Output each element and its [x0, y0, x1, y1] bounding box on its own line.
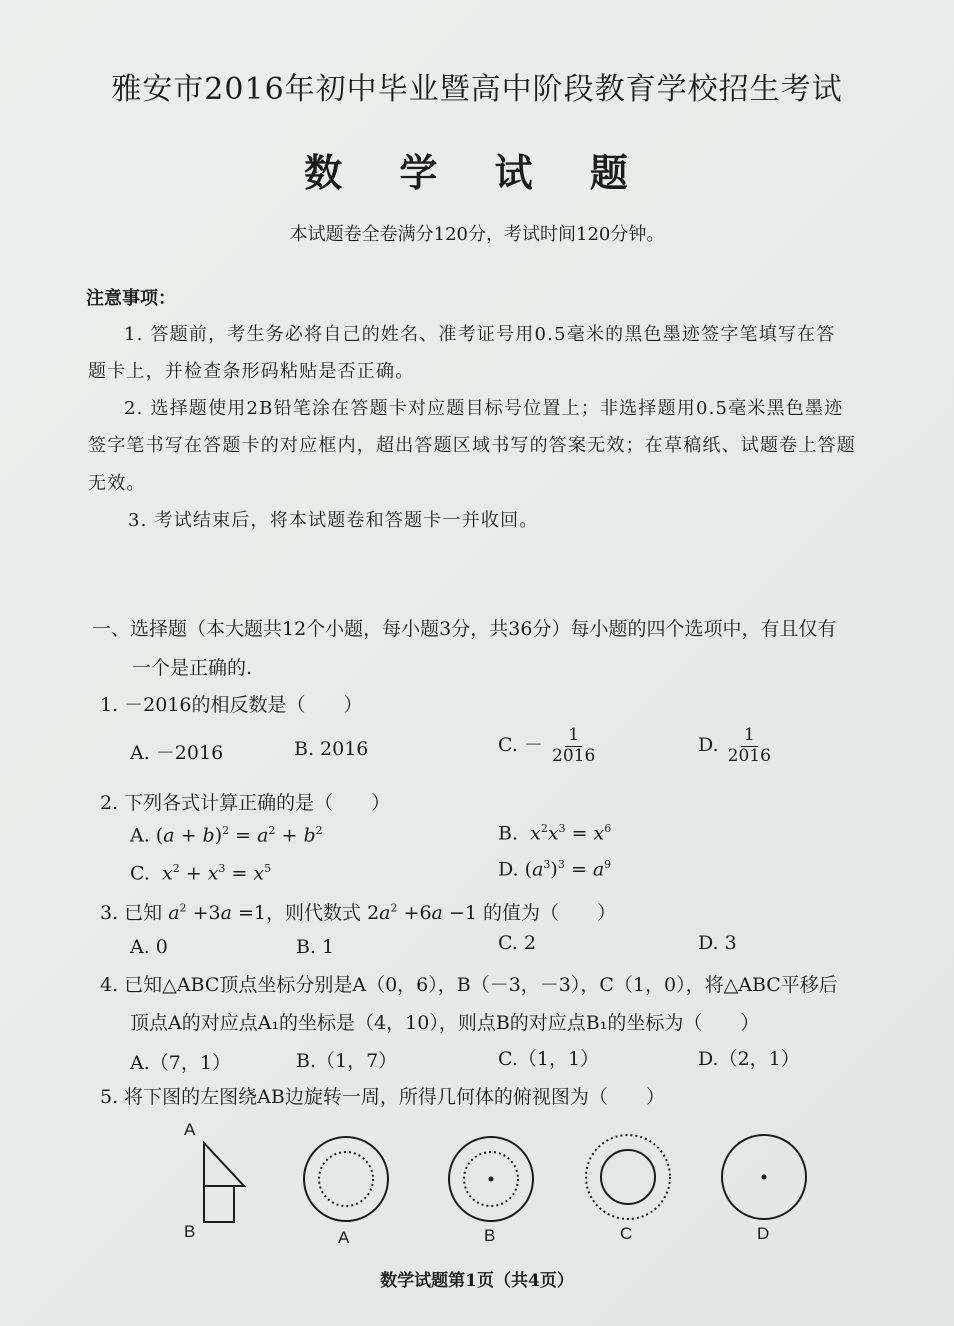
- note-line-6: 3. 考试结束后，将本试题卷和答题卡一并收回。: [128, 510, 539, 531]
- q5-label-b: B: [484, 1226, 496, 1245]
- q1-option-c-prefix: C. －: [498, 734, 543, 757]
- inner-solid-circle: [601, 1150, 655, 1204]
- notes-heading: 注意事项：: [86, 288, 176, 309]
- subject-title: 数 学 试 题: [304, 150, 650, 195]
- q1-option-c: [498, 726, 598, 766]
- fraction-denominator: 2016: [727, 745, 771, 766]
- q1-stem: 1. －2016的相反数是（ ）: [100, 694, 363, 716]
- q4-stem-line-1: 4. 已知△ABC顶点坐标分别是A（0，6），B（－3，－3），C（1，0），将△ABC平移后: [100, 974, 838, 996]
- rotation-figure: [196, 1138, 256, 1228]
- q1-option-b: B. 2016: [294, 738, 369, 760]
- q3-stem-suffix: 的值为（ ）: [482, 902, 616, 924]
- q5-stem: 5. 将下图的左图绕AB边旋转一周，所得几何体的俯视图为（ ）: [100, 1086, 665, 1108]
- q1-option-a: A. －2016: [130, 742, 224, 764]
- q5-label-d: D: [757, 1224, 770, 1243]
- figure-vertex-b: B: [184, 1222, 196, 1241]
- q5-view-b: [445, 1133, 537, 1225]
- q4-stem-line-2: 顶点A的对应点A₁的坐标是（4，10），则点B的对应点B₁的坐标为（ ）: [130, 1012, 760, 1034]
- note-line-1: 1. 答题前，考生务必将自己的姓名、准考证号用0.5毫米的黑色墨迹签字笔填写在答: [124, 324, 836, 345]
- q5-view-d: [718, 1131, 810, 1223]
- q1-option-c-fraction: [549, 726, 598, 766]
- center-dot: [762, 1175, 767, 1180]
- section-heading: 一、选择题（本大题共12个小题，每小题3分，共36分）每小题的四个选项中，有且仅有: [92, 618, 837, 640]
- q2-option-a: A. $(a + b)^2 = a^2 + b^2$: [130, 824, 323, 847]
- note-line-4: 签字笔书写在答题卡的对应框内，超出答题区域书写的答案无效；在草稿纸、试题卷上答题: [88, 435, 856, 456]
- q3-stem-mid: ，则代数式: [266, 902, 362, 924]
- q3-stem-prefix: 3. 已知: [100, 902, 163, 924]
- outer-dotted-circle: [586, 1135, 670, 1219]
- q1-option-d-prefix: D.: [698, 734, 719, 757]
- q3-option-d: D. 3: [698, 932, 737, 954]
- note-line-2: 题卡上，并检查条形码粘贴是否正确。: [88, 361, 415, 382]
- q3-option-c: C. 2: [498, 932, 537, 954]
- fraction-denominator: 2016: [552, 745, 596, 766]
- q5-view-a: [300, 1133, 392, 1225]
- inner-dotted-circle: [319, 1152, 373, 1206]
- q4-option-b: B.（1，7）: [296, 1050, 398, 1072]
- q5-label-a: A: [338, 1228, 350, 1247]
- q3-condition: $a^2 +3a =1$: [168, 901, 266, 924]
- q2-option-b: B. $x^2x^3 = x^6$: [498, 822, 612, 845]
- q2-stem: 2. 下列各式计算正确的是（ ）: [100, 792, 391, 814]
- page-footer: 数学试题第1页（共4页）: [380, 1271, 574, 1291]
- fraction-numerator: 1: [565, 726, 582, 747]
- exam-title: 雅安市2016年初中毕业暨高中阶段教育学校招生考试: [111, 72, 843, 107]
- center-dot: [489, 1177, 494, 1182]
- q4-option-c: C.（1，1）: [498, 1048, 600, 1070]
- figure-outline: [204, 1143, 244, 1222]
- q2-option-c: C. $x^2 + x^3 = x^5$: [130, 862, 272, 885]
- q4-option-a: A.（7，1）: [130, 1052, 231, 1074]
- note-line-3: 2. 选择题使用2B铅笔涂在答题卡对应题目标号位置上；非选择题用0.5毫米黑色墨迹: [124, 398, 844, 419]
- figure-vertex-a: A: [184, 1120, 196, 1139]
- fraction-numerator: 1: [741, 726, 758, 747]
- q5-view-c: [582, 1131, 674, 1223]
- section-heading-cont: 一个是正确的.: [132, 657, 253, 679]
- note-line-5: 无效。: [88, 473, 146, 494]
- q5-label-c: C: [620, 1224, 633, 1243]
- q3-option-a: A. 0: [130, 936, 168, 958]
- q1-option-d-fraction: [725, 726, 774, 766]
- exam-info: 本试题卷全卷满分120分，考试时间120分钟。: [289, 224, 665, 245]
- outer-solid-circle: [304, 1137, 388, 1221]
- q3-expression: $2a^2 +6a -1$: [367, 901, 477, 924]
- q3-option-b: B. 1: [296, 936, 335, 958]
- q3-stem: [100, 898, 616, 925]
- q2-option-d: D. $(a^3)^3 = a^9$: [498, 858, 612, 881]
- q4-option-d: D.（2，1）: [698, 1048, 800, 1070]
- q1-option-d: [698, 726, 774, 766]
